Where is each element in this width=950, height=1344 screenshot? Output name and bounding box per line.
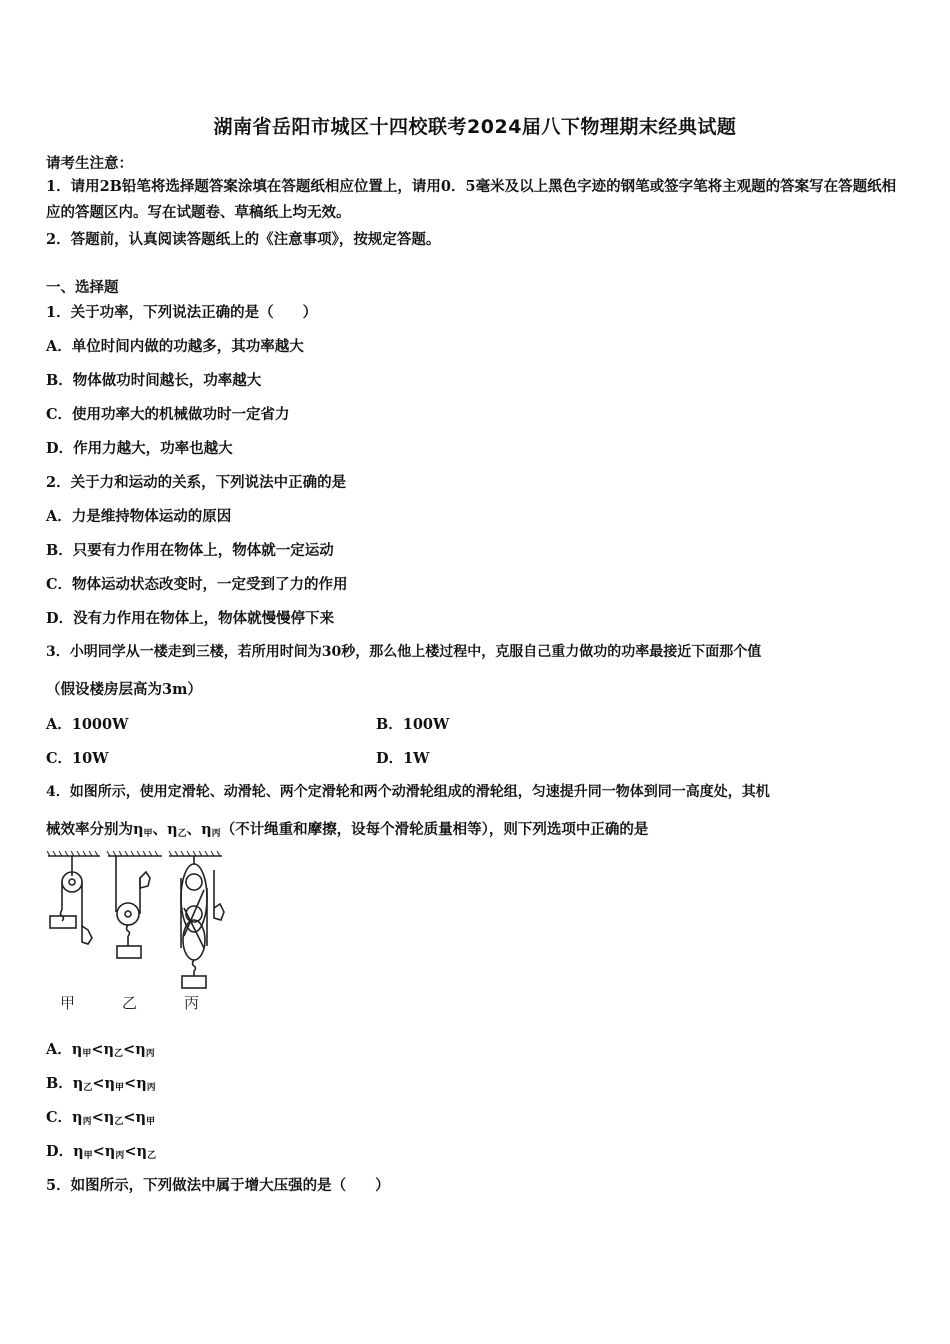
eta-symbol: η [104, 1143, 116, 1160]
eta-symbol: η [73, 1143, 84, 1160]
option-label: B． [46, 1075, 73, 1092]
subscript-jia: 甲 [82, 1049, 92, 1059]
separator: 、 [152, 821, 168, 838]
q3-option-b: B．100W [376, 716, 450, 733]
eta-symbol: η [133, 821, 144, 838]
q4-option-b [46, 1072, 156, 1093]
fig-label-yi: 乙 [122, 994, 138, 1012]
pulley-diagram [44, 848, 234, 1013]
q4-stem-pre: 械效率分别为 [46, 821, 133, 838]
q2-option-a: A．力是维持物体运动的原因 [46, 508, 232, 525]
eta-symbol: η [167, 821, 178, 838]
option-label: C． [46, 1109, 73, 1126]
eta-symbol: η [71, 1041, 83, 1058]
q3-option-c: C．10W [46, 750, 109, 767]
less-than: < [123, 1109, 136, 1126]
q3-option-a: A．1000W [46, 716, 129, 733]
less-than: < [124, 1143, 137, 1160]
q1-option-d: D．作用力越大，功率也越大 [46, 440, 233, 457]
q1-option-a: A．单位时间内做的功越多，其功率越大 [46, 338, 304, 355]
q5-stem: 5．如图所示，下列做法中属于增大压强的是（ ） [46, 1177, 390, 1194]
less-than: < [91, 1041, 104, 1058]
subscript-bing: 丙 [115, 1151, 125, 1161]
subscript-bing: 丙 [82, 1117, 92, 1127]
fig-label-jia: 甲 [60, 994, 76, 1012]
notice-item-2: 2．答题前，认真阅读答题纸上的《注意事项》，按规定答题。 [46, 231, 441, 248]
q4-option-d [46, 1140, 156, 1161]
subscript-yi: 乙 [83, 1083, 93, 1093]
eta-symbol: η [103, 1041, 115, 1058]
subscript-bing: 丙 [211, 829, 221, 839]
subscript-jia: 甲 [146, 1117, 156, 1127]
less-than: < [124, 1075, 137, 1092]
q4-stem-line-2 [46, 818, 648, 839]
q2-option-c: C．物体运动状态改变时，一定受到了力的作用 [46, 576, 348, 593]
weight-bing [182, 976, 206, 988]
eta-symbol: η [72, 1109, 83, 1126]
less-than: < [92, 1143, 105, 1160]
notice-item-1: 1．请用2B铅笔将选择题答案涂填在答题纸相应位置上，请用0．5毫米及以上黑色字迹的钢笔或签字笔将主观题的答案写在答题纸相应的答题区内。写在试题卷、草稿纸上均无效。 [46, 178, 897, 221]
q2-stem: 2．关于力和运动的关系，下列说法中正确的是 [46, 474, 347, 491]
subscript-bing: 丙 [145, 1049, 155, 1059]
q4-option-a [46, 1038, 155, 1059]
eta-symbol: η [136, 1075, 147, 1092]
subscript-yi: 乙 [114, 1049, 124, 1059]
notice-heading: 请考生注意： [46, 155, 133, 172]
subscript-jia: 甲 [115, 1083, 125, 1093]
q1-option-b: B．物体做功时间越长，功率越大 [46, 372, 262, 389]
subscript-yi: 乙 [114, 1117, 124, 1127]
q1-stem: 1．关于功率，下列说法正确的是（ ） [46, 304, 318, 321]
hand-jia [82, 926, 92, 944]
page-title: 湖南省岳阳市城区十四校联考2024届八下物理期末经典试题 [213, 116, 737, 138]
less-than: < [123, 1041, 136, 1058]
q1-option-c: C．使用功率大的机械做功时一定省力 [46, 406, 290, 423]
q3-stem-line-2: （假设楼房层高为3m） [46, 681, 202, 698]
eta-symbol: η [136, 1143, 148, 1160]
eta-symbol: η [135, 1041, 146, 1058]
q3-stem-line-1: 3．小明同学从一楼走到三楼，若所用时间为30秒，那么他上楼过程中，克服自己重力做功的功率最接近下面那个值 [46, 644, 762, 660]
subscript-yi: 乙 [177, 829, 187, 839]
subscript-jia: 甲 [143, 829, 153, 839]
eta-symbol: η [135, 1109, 147, 1126]
hand-bing [214, 904, 224, 920]
q4-stem-post: （不计绳重和摩擦，设每个滑轮质量相等），则下列选项中正确的是 [220, 821, 649, 838]
eta-symbol: η [103, 1109, 115, 1126]
weight-yi [117, 946, 141, 958]
fig-label-bing: 丙 [184, 994, 200, 1012]
movable-pulleys-bing [183, 920, 205, 960]
section-heading: 一、选择题 [46, 279, 119, 296]
pulley-figure [44, 848, 234, 1013]
separator: 、 [186, 821, 202, 838]
movable-pulley-yi [117, 903, 139, 925]
subscript-jia: 甲 [83, 1151, 93, 1161]
q2-option-d: D．没有力作用在物体上，物体就慢慢停下来 [46, 610, 335, 627]
option-label: D． [46, 1143, 74, 1160]
q3-option-d: D．1W [376, 750, 430, 767]
eta-symbol: η [104, 1075, 116, 1092]
q4-option-c [46, 1106, 155, 1127]
eta-symbol: η [72, 1075, 84, 1092]
subscript-yi: 乙 [147, 1151, 157, 1161]
q2-option-b: B．只要有力作用在物体上，物体就一定运动 [46, 542, 334, 559]
eta-symbol: η [201, 821, 212, 838]
option-label: A． [46, 1041, 72, 1058]
hand-yi [140, 872, 150, 888]
subscript-bing: 丙 [146, 1083, 156, 1093]
less-than: < [91, 1109, 104, 1126]
less-than: < [92, 1075, 105, 1092]
q4-stem-line-1: 4．如图所示，使用定滑轮、动滑轮、两个定滑轮和两个动滑轮组成的滑轮组，匀速提升同一物体到同一高度处，其机 [46, 784, 770, 800]
